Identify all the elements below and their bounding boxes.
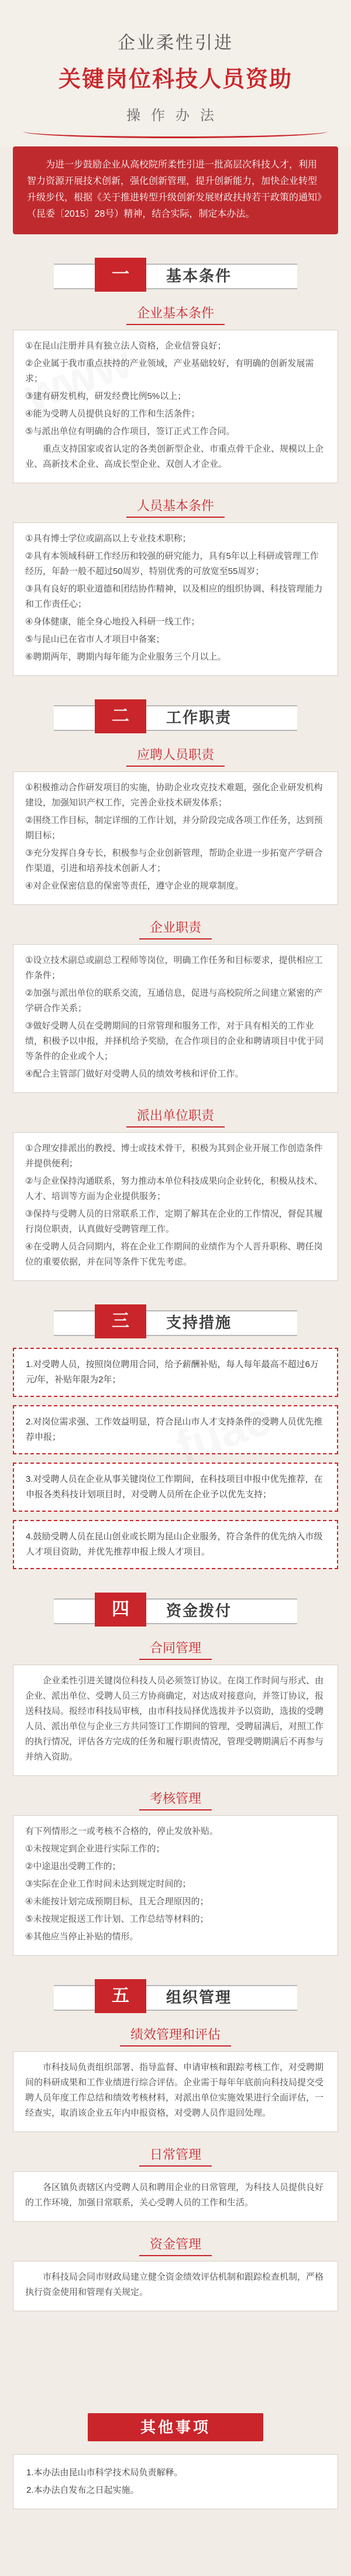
list-item: ②具有本领域科研工作经历和较强的研究能力，具有5年以上科研或管理工作经历，年龄一般不超过50周岁，特别优秀的可放宽至55周岁；	[25, 551, 319, 576]
footer	[0, 2413, 351, 2509]
personnel-conditions-box	[13, 522, 338, 676]
subheading-text: 企业基本条件	[126, 303, 225, 325]
contract-management-box	[13, 1665, 338, 1776]
list-item: ⑤未按规定报送工作计划、工作总结等材料的；	[25, 1914, 209, 1924]
assessment-box	[13, 1815, 338, 1956]
list-item: ④身体健康，能全身心地投入科研一线工作；	[25, 617, 200, 627]
header-divider	[23, 125, 328, 138]
list-item: ③做好受聘人员在受聘期间的日常管理和服务工作，对于具有相关的工作业绩，积极予以申报，并择机给予奖励，在合作项目的企业和聘请项目中优于同等条件的企业或个人；	[25, 1021, 324, 1061]
list-item: ①未按规定到企业进行实际工作的；	[25, 1844, 165, 1854]
support-item: 3.对受聘人员在企业从事关键岗位工作期间，在科技项目申报中优先推荐，在申报各类科技计划项目时，对受聘人员所在企业予以优先支持；	[13, 1463, 338, 1512]
list-item: ②加强与派出单位的联系交流，互通信息，促进与高校院所之间建立紧密的产学研合作关系；	[25, 988, 323, 1013]
list-item: ②企业属于我市重点扶持的产业领域，产业基础较好，有明确的创新发展需求；	[25, 358, 314, 384]
subheading-text: 考核管理	[139, 1789, 212, 1810]
paragraph: 有下列情形之一或考核不合格的，停止发放补贴。	[25, 1826, 219, 1836]
paragraph: 企业柔性引进关键岗位科技人员必须签订协议。在岗工作时间与形式、由企业、派出单位、受聘人员三方协商确定，对达成对接意向，并签订协议，报送科技局。报经市科技局审核，由市科技局择优选拔并予以资助，选拔的受聘人员、派出单位与企业三方共同签订工作期间的管理，受聘届满后，对照工作的执行情况，评估各方完成的任务和履行职责情况，管理受聘期满后不再参与并纳入资助。	[25, 1676, 324, 1762]
list-item: ③充分发挥自身专长，积极参与企业创新管理，帮助企业进一步拓宽产学研合作渠道，引进和培养技术创新人才；	[25, 848, 323, 873]
subheading	[13, 496, 338, 518]
support-item: 2.对岗位需求强、工作效益明显，符合昆山市人才支持条件的受聘人员优先推荐申报；	[13, 1405, 338, 1454]
subheading-text: 日常管理	[139, 2145, 212, 2167]
list-item: ①设立技术副总或副总工程师等岗位，明确工作任务和目标要求，提供相应工作条件；	[25, 955, 323, 980]
subheading-text: 资金管理	[139, 2235, 212, 2256]
subheading-text: 应聘人员职责	[126, 745, 225, 767]
list-item: ②与企业保持沟通联系，努力推动本单位科技成果向企业转化，积极从技术、人才、培训等方面为企业提供服务；	[25, 1176, 323, 1201]
list-item: ⑤与昆山已在省市人才项目中备案；	[25, 634, 165, 644]
subheading	[13, 2025, 338, 2047]
section-banner	[13, 258, 338, 291]
intro-paragraph: 为进一步鼓励企业从高校院所柔性引进一批高层次科技人才，利用智力资源开展技术创新，强化创新管理，提升创新能力，加快企业转型升级步伐，根据《关于推进转型升级创新发展财政扶持若干政策的通知》（昆委〔2015〕28号）精神，结合实际，制定本办法。	[13, 146, 338, 234]
list-item: ④配合主管部门做好对受聘人员的绩效考核和评价工作。	[25, 1069, 244, 1079]
section-title: 支持措施	[166, 1314, 232, 1331]
list-item: ①积极推动合作研发项目的实施，协助企业攻克技术难题，强化企业研发机构建设，加强知识产权工作，完善企业技术研发体系；	[25, 783, 323, 808]
dispatch-unit-duties-box	[13, 1132, 338, 1281]
performance-box	[13, 2051, 338, 2132]
list-item: ③实际在企业工作时间未达到规定时间的；	[25, 1879, 191, 1889]
section-banner	[13, 1304, 338, 1337]
list-item: ①具有博士学位或副高以上专业技术职称；	[25, 534, 191, 544]
list-item: ②围绕工作目标，制定详细的工作计划，并分阶段完成各项工作任务，达到预期目标；	[25, 815, 323, 841]
subheading-text: 派出单位职责	[126, 1106, 225, 1128]
subheading	[13, 745, 338, 767]
list-item: ④能为受聘人员提供良好的工作和生活条件；	[25, 409, 200, 419]
paragraph: 市科技局负责组织部署、指导监督、申请审核和跟踪考核工作，对受聘期间的科研成果和工作业绩进行综合评估。企业需于每年年底前向科技局提交受聘人员年度工作总结和绩效考核材料，对派出单位实施效果进行全面评估，一经查实，取消该企业五年内申报资格，对受聘人员作退回处理。	[25, 2062, 324, 2118]
header	[0, 0, 351, 146]
subheading	[13, 1106, 338, 1128]
employee-duties-box	[13, 771, 338, 905]
subheading	[13, 918, 338, 939]
subheading	[13, 303, 338, 325]
subheading	[13, 1789, 338, 1810]
section-number: 二	[95, 699, 146, 733]
daily-management-box	[13, 2171, 338, 2222]
subheading-text: 人员基本条件	[126, 496, 225, 518]
section-number: 四	[95, 1593, 146, 1627]
header-subtitle: 操作办法	[126, 108, 225, 124]
header-line1: 企业柔性引进	[118, 33, 233, 53]
fund-management-box	[13, 2261, 338, 2311]
list-item: ④在受聘人员合同期内，将在企业工作期间的业绩作为个人晋升职称、聘任岗位的重要依据，并在同等条件下优先考虑。	[25, 1242, 323, 1267]
section-number: 一	[95, 258, 146, 292]
subheading-text: 合同管理	[139, 1638, 212, 1660]
section-title: 资金拨付	[166, 1602, 232, 1620]
note-line: 2.本办法自发布之日起实施。	[26, 2485, 139, 2495]
paragraph: 市科技局会同市财政局建立健全资金绩效评估机制和跟踪检查机制，严格执行资金使用和管理有关规定。	[25, 2272, 324, 2297]
paragraph: 各区镇负责辖区内受聘人员和聘用企业的日常管理，为科技人员提供良好的工作环境，加强日常联系，关心受聘人员的工作和生活。	[25, 2182, 324, 2208]
section-funding	[13, 1593, 338, 1956]
section-organization	[13, 1979, 338, 2311]
section-title: 工作职责	[166, 709, 232, 726]
section-basic-conditions	[13, 258, 338, 676]
list-item: ⑥聘期两年，聘期内每年能为企业服务三个月以上。	[25, 652, 226, 662]
enterprise-duties-box	[13, 944, 338, 1093]
list-item: ③建有研发机构，研发经费比例5%以上；	[25, 391, 187, 401]
section-number: 三	[95, 1304, 146, 1338]
footer-notes	[13, 2454, 338, 2509]
list-item: ⑤与派出单位有明确的合作项目，签订正式工作合同。	[25, 426, 235, 436]
support-item: 1.对受聘人员，按照岗位聘用合同，给予薪酬补贴，每人每年最高不超过6万元/年，补贴年限为2年；	[13, 1348, 338, 1397]
section-number: 五	[95, 1979, 146, 2013]
note: 重点支持国家或省认定的各类创新型企业、市重点骨干企业、规模以上企业、高新技术企业、高成长型企业、双创人才企业。	[25, 444, 324, 469]
section-title: 组织管理	[166, 1989, 232, 2006]
section-banner	[13, 1593, 338, 1625]
list-item: ④对企业保密信息的保密等责任，遵守企业的规章制度。	[25, 881, 244, 891]
subheading-text: 企业职责	[139, 918, 212, 939]
list-item: ⑥其他应当停止补贴的情形。	[25, 1932, 139, 1942]
list-item: ③具有良好的职业道德和团结协作精神，以及相应的组织协调、科技管理能力和工作责任心；	[25, 584, 323, 609]
subheading	[13, 1638, 338, 1660]
list-item: ①合理安排派出的教授、博士或技术骨干，积极为其到企业开展工作创造条件并提供便利；	[25, 1143, 323, 1169]
list-item: ④未能按计划完成预期目标，且无合理原因的；	[25, 1897, 209, 1907]
subheading	[13, 2235, 338, 2256]
section-banner	[13, 1979, 338, 2012]
list-item: ①在昆山注册并具有独立法人资格，企业信誉良好；	[25, 341, 226, 351]
support-item: 4.鼓励受聘人员在昆山创业或长期为昆山企业服务，符合条件的优先纳入市级人才项目资助，并优先推荐申报上级人才项目。	[13, 1520, 338, 1569]
section-duties	[13, 699, 338, 1281]
section-banner	[13, 699, 338, 732]
section-title: 基本条件	[166, 267, 232, 285]
subheading	[13, 2145, 338, 2167]
note-line: 1.本办法由昆山市科学技术局负责解释。	[26, 2468, 183, 2478]
subheading-text: 绩效管理和评估	[120, 2025, 231, 2047]
list-item: ②中途退出受聘工作的；	[25, 1861, 121, 1871]
other-matters-banner: 其他事项	[88, 2413, 263, 2441]
list-item: ③保持与受聘人员的日常联系工作，定期了解其在企业的工作情况，督促其履行岗位职责，认真做好受聘管理工作。	[25, 1209, 323, 1234]
header-title: 关键岗位科技人员资助	[58, 67, 292, 92]
